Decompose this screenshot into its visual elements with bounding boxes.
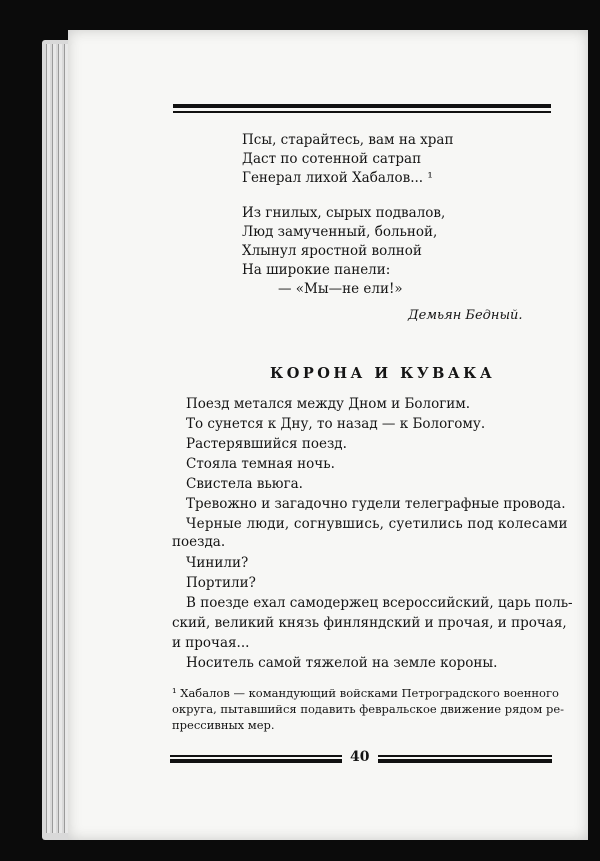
prose-line: Носитель самой тяжелой на земле короны.	[186, 655, 498, 671]
bottom-rule-left	[170, 755, 342, 763]
article-title: КОРОНА И КУВАКА	[270, 365, 496, 382]
poem-line: Хлынул яростной волной	[242, 243, 422, 259]
poem-line: Из гнилых, сырых подвалов,	[242, 205, 446, 221]
footnote-line: округа, пытавшийся подавить февральское движение рядом ре-	[172, 702, 565, 716]
poem-line: Люд замученный, больной,	[242, 224, 438, 240]
poem-line: — «Мы—не ели!»	[278, 281, 403, 297]
page-number: 40	[350, 749, 370, 765]
prose-line: В поезде ехал самодержец всероссийский, царь поль-	[186, 595, 573, 611]
prose-line: Свистела вьюга.	[186, 476, 303, 492]
page-edge	[58, 44, 62, 833]
bottom-rule-right	[378, 755, 552, 763]
book-page	[68, 30, 588, 840]
poem-line: Даст по сотенной сатрап	[242, 151, 422, 167]
poem-line: На широкие панели:	[242, 262, 391, 278]
top-double-rule	[173, 104, 551, 113]
prose-line: То сунется к Дну, то назад — к Бологому.	[186, 416, 486, 432]
prose-line: ский, великий князь финляндский и прочая, и прочая,	[172, 615, 567, 631]
prose-line: Растерявшийся поезд.	[186, 436, 347, 452]
prose-line: Портили?	[186, 575, 256, 591]
page-edge	[46, 44, 50, 833]
poem-line: Генерал лихой Хабалов... ¹	[242, 170, 433, 186]
prose-line: Чинили?	[186, 555, 249, 571]
poem-line: Псы, старайтесь, вам на храп	[242, 132, 454, 148]
prose-line: Черные люди, согнувшись, суетились под колесами	[186, 516, 568, 532]
prose-line: и прочая...	[172, 635, 250, 651]
page-edge	[52, 44, 56, 833]
footnote-line: прессивных мер.	[172, 718, 275, 732]
poem-author: Демьян Бедный.	[408, 308, 523, 323]
prose-line: поезда.	[172, 534, 226, 550]
prose-line: Поезд метался между Дном и Бологим.	[186, 396, 471, 412]
prose-line: Тревожно и загадочно гудели телеграфные провода.	[186, 496, 566, 512]
prose-line: Стояла темная ночь.	[186, 456, 335, 472]
footnote-line: ¹ Хабалов — командующий войсками Петроградского военного	[172, 686, 559, 700]
